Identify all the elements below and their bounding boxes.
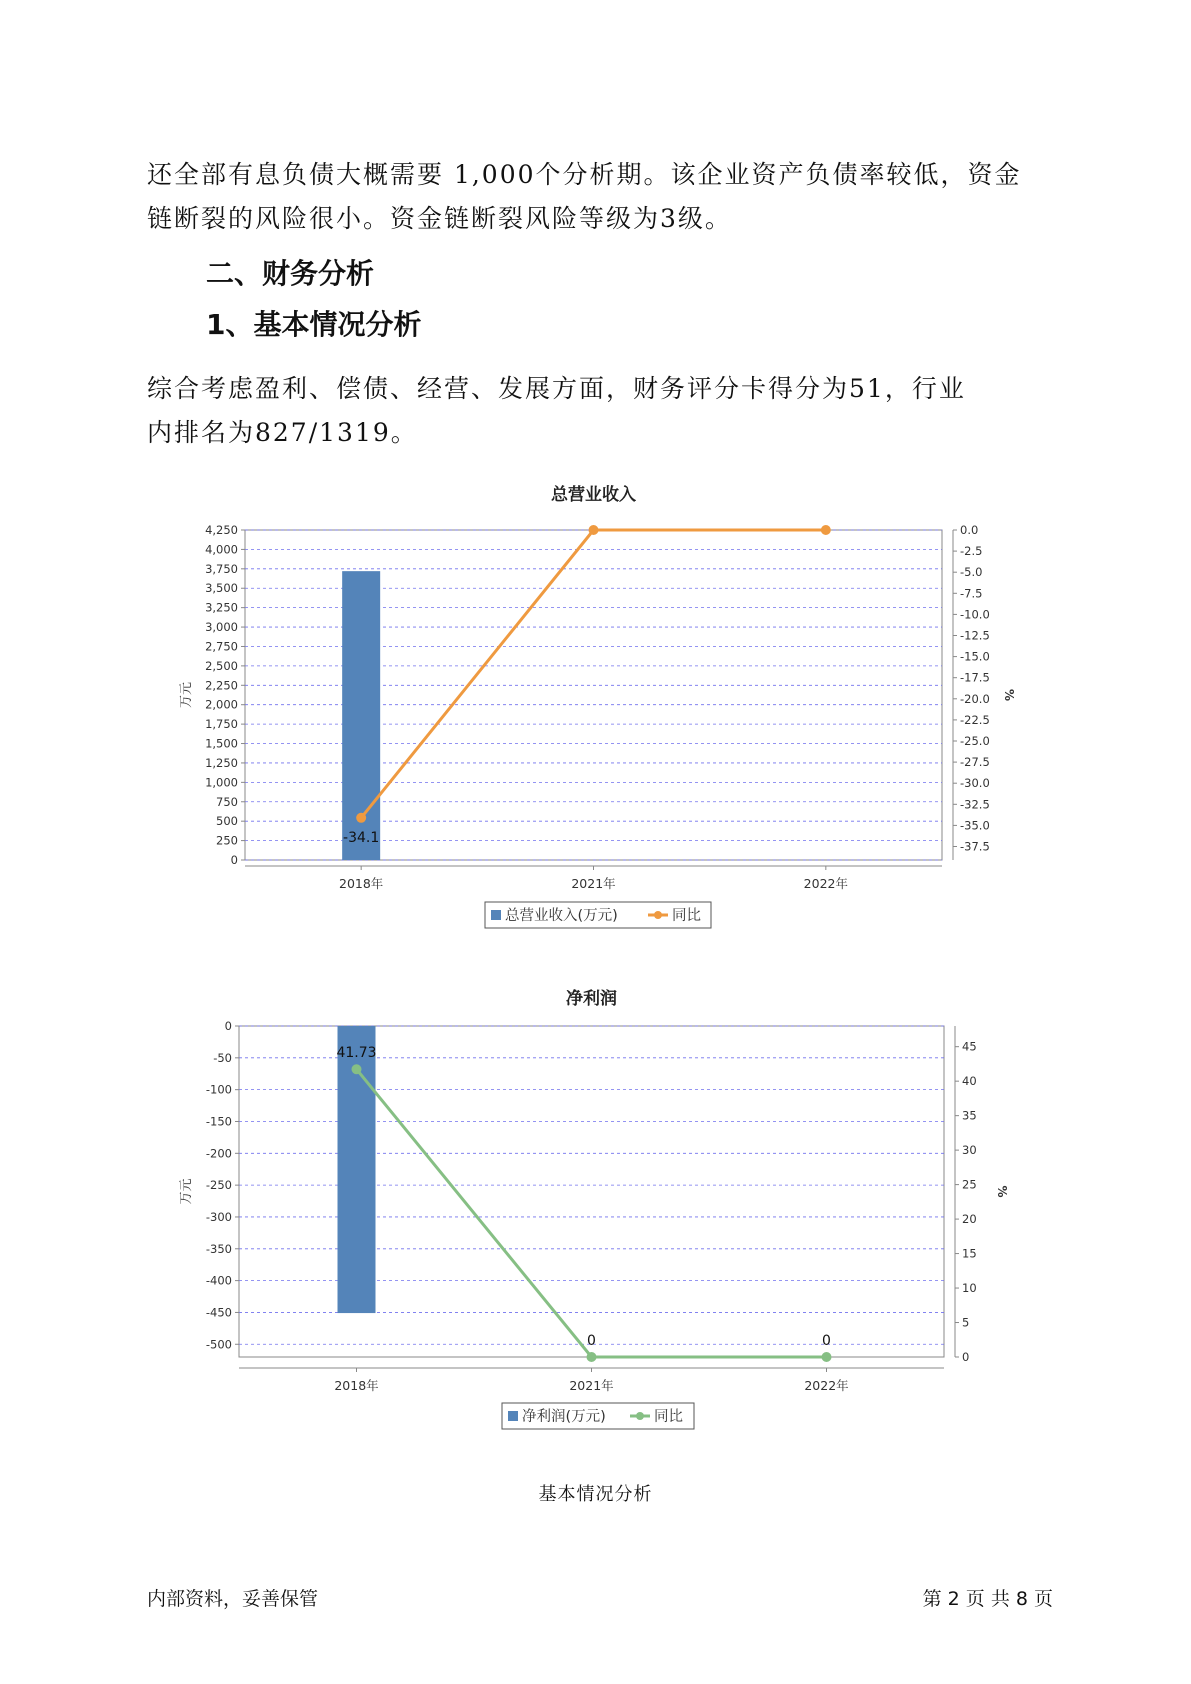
y-tick-label: 3,250 — [205, 600, 238, 615]
legend-bar-swatch — [508, 1411, 518, 1421]
y-tick-label: 2,000 — [205, 697, 238, 712]
y-tick-label: 4,000 — [205, 542, 238, 557]
y2-tick-label: -30.0 — [960, 776, 990, 791]
y-tick-label: 500 — [216, 814, 238, 829]
y2-axis-label: % — [1002, 688, 1016, 702]
y2-tick-label: -32.5 — [960, 797, 990, 812]
footer-page-number: 第 2 页 共 8 页 — [922, 1588, 1053, 1610]
data-label: 41.73 — [336, 1045, 377, 1062]
series-point — [356, 813, 366, 823]
subsection-heading: 1、基本情况分析 — [206, 308, 422, 341]
y2-tick-label: -25.0 — [960, 733, 990, 748]
score-line-2: 内排名为827/1319。 — [147, 418, 418, 447]
y-axis-label: 万元 — [179, 1178, 194, 1205]
y-tick-label: 3,000 — [205, 620, 238, 635]
y2-tick-label: 30 — [962, 1143, 977, 1158]
y-tick-label: 3,750 — [205, 561, 238, 576]
x-tick-label: 2018年 — [339, 876, 384, 891]
intro-line-1: 还全部有息负债大概需要 1,000个分析期。该企业资产负债率较低，资金 — [147, 160, 1022, 189]
chart-title: 净利润 — [566, 989, 617, 1009]
y2-tick-label: -27.5 — [960, 755, 990, 770]
y2-tick-label: -10.0 — [960, 607, 990, 622]
legend-line-label: 同比 — [672, 908, 701, 924]
y-tick-label: -50 — [213, 1050, 232, 1065]
y-tick-label: 3,500 — [205, 581, 238, 596]
y-tick-label: 4,250 — [205, 523, 238, 537]
intro-paragraph — [147, 153, 1047, 241]
score-paragraph — [147, 367, 1047, 455]
y2-tick-label: 5 — [962, 1315, 970, 1330]
y-tick-label: 750 — [216, 794, 238, 809]
y2-tick-label: 40 — [962, 1074, 977, 1089]
chart-title: 总营业收入 — [551, 485, 636, 505]
y-tick-label: -200 — [205, 1146, 232, 1161]
x-tick-label: 2022年 — [804, 1378, 849, 1393]
y2-tick-label: -12.5 — [960, 628, 990, 643]
legend-bar-label: 净利润(万元) — [522, 1409, 606, 1425]
data-label: 0 — [822, 1333, 831, 1349]
y-tick-label: 1,750 — [205, 717, 238, 732]
y2-tick-label: -17.5 — [960, 670, 990, 685]
y2-tick-label: -5.0 — [960, 565, 983, 580]
series-point — [589, 525, 599, 535]
x-tick-label: 2021年 — [571, 876, 616, 891]
footer-confidential-note: 内部资料，妥善保管 — [147, 1588, 319, 1610]
section-heading: 二、财务分析 — [206, 257, 375, 290]
x-tick-label: 2021年 — [569, 1378, 614, 1393]
y2-tick-label: 0.0 — [960, 523, 979, 537]
y2-tick-label: -35.0 — [960, 818, 990, 833]
y2-tick-label: 0 — [962, 1350, 970, 1364]
figure-caption: 基本情况分析 — [538, 1484, 653, 1505]
y2-tick-label: 25 — [962, 1177, 977, 1192]
y-tick-label: 1,250 — [205, 755, 238, 770]
y2-tick-label: 10 — [962, 1281, 977, 1296]
x-tick-label: 2018年 — [334, 1378, 379, 1393]
y-tick-label: 2,250 — [205, 678, 238, 693]
data-label: 0 — [587, 1333, 596, 1349]
y-tick-label: 0 — [230, 853, 238, 867]
legend-bar-label: 总营业收入(万元) — [505, 908, 618, 924]
y2-axis-label: % — [995, 1185, 1009, 1198]
y2-tick-label: -37.5 — [960, 839, 990, 854]
y-tick-label: -150 — [205, 1114, 232, 1129]
revenue-chart — [0, 480, 1191, 940]
y-tick-label: 1,000 — [205, 775, 238, 790]
score-line-1: 综合考虑盈利、偿债、经营、发展方面，财务评分卡得分为51，行业 — [147, 374, 966, 403]
y-tick-label: 1,500 — [205, 736, 238, 751]
legend-line-label: 同比 — [654, 1409, 683, 1425]
legend-line-marker — [654, 911, 662, 919]
y-tick-label: 2,750 — [205, 639, 238, 654]
y2-tick-label: 20 — [962, 1212, 977, 1227]
intro-line-2: 链断裂的风险很小。资金链断裂风险等级为3级。 — [147, 204, 732, 233]
y-tick-label: -450 — [205, 1305, 232, 1320]
y-tick-label: -350 — [205, 1241, 232, 1256]
legend-bar-swatch — [491, 910, 501, 920]
net-profit-chart — [0, 975, 1191, 1435]
y2-tick-label: -7.5 — [960, 586, 983, 601]
y2-tick-label: -2.5 — [960, 544, 983, 559]
series-point — [352, 1064, 362, 1074]
y-tick-label: -500 — [205, 1337, 232, 1352]
data-label: -34.1 — [343, 829, 380, 846]
y2-tick-label: 45 — [962, 1039, 977, 1054]
legend-line-marker — [636, 1412, 644, 1420]
y2-tick-label: 35 — [962, 1108, 977, 1123]
series-point — [821, 525, 831, 535]
y2-tick-label: -15.0 — [960, 649, 990, 664]
y-tick-label: -300 — [205, 1209, 232, 1224]
y2-tick-label: -22.5 — [960, 712, 990, 727]
y2-tick-label: 15 — [962, 1246, 977, 1261]
series-point — [822, 1352, 832, 1362]
y-tick-label: -250 — [205, 1178, 232, 1193]
x-tick-label: 2022年 — [803, 876, 848, 891]
y2-tick-label: -20.0 — [960, 691, 990, 706]
y-tick-label: 0 — [224, 1019, 232, 1033]
y-tick-label: -100 — [205, 1082, 232, 1097]
series-point — [587, 1352, 597, 1362]
y-tick-label: 2,500 — [205, 658, 238, 673]
y-tick-label: 250 — [216, 833, 238, 848]
y-axis-label: 万元 — [179, 681, 194, 709]
y-tick-label: -400 — [205, 1273, 232, 1288]
